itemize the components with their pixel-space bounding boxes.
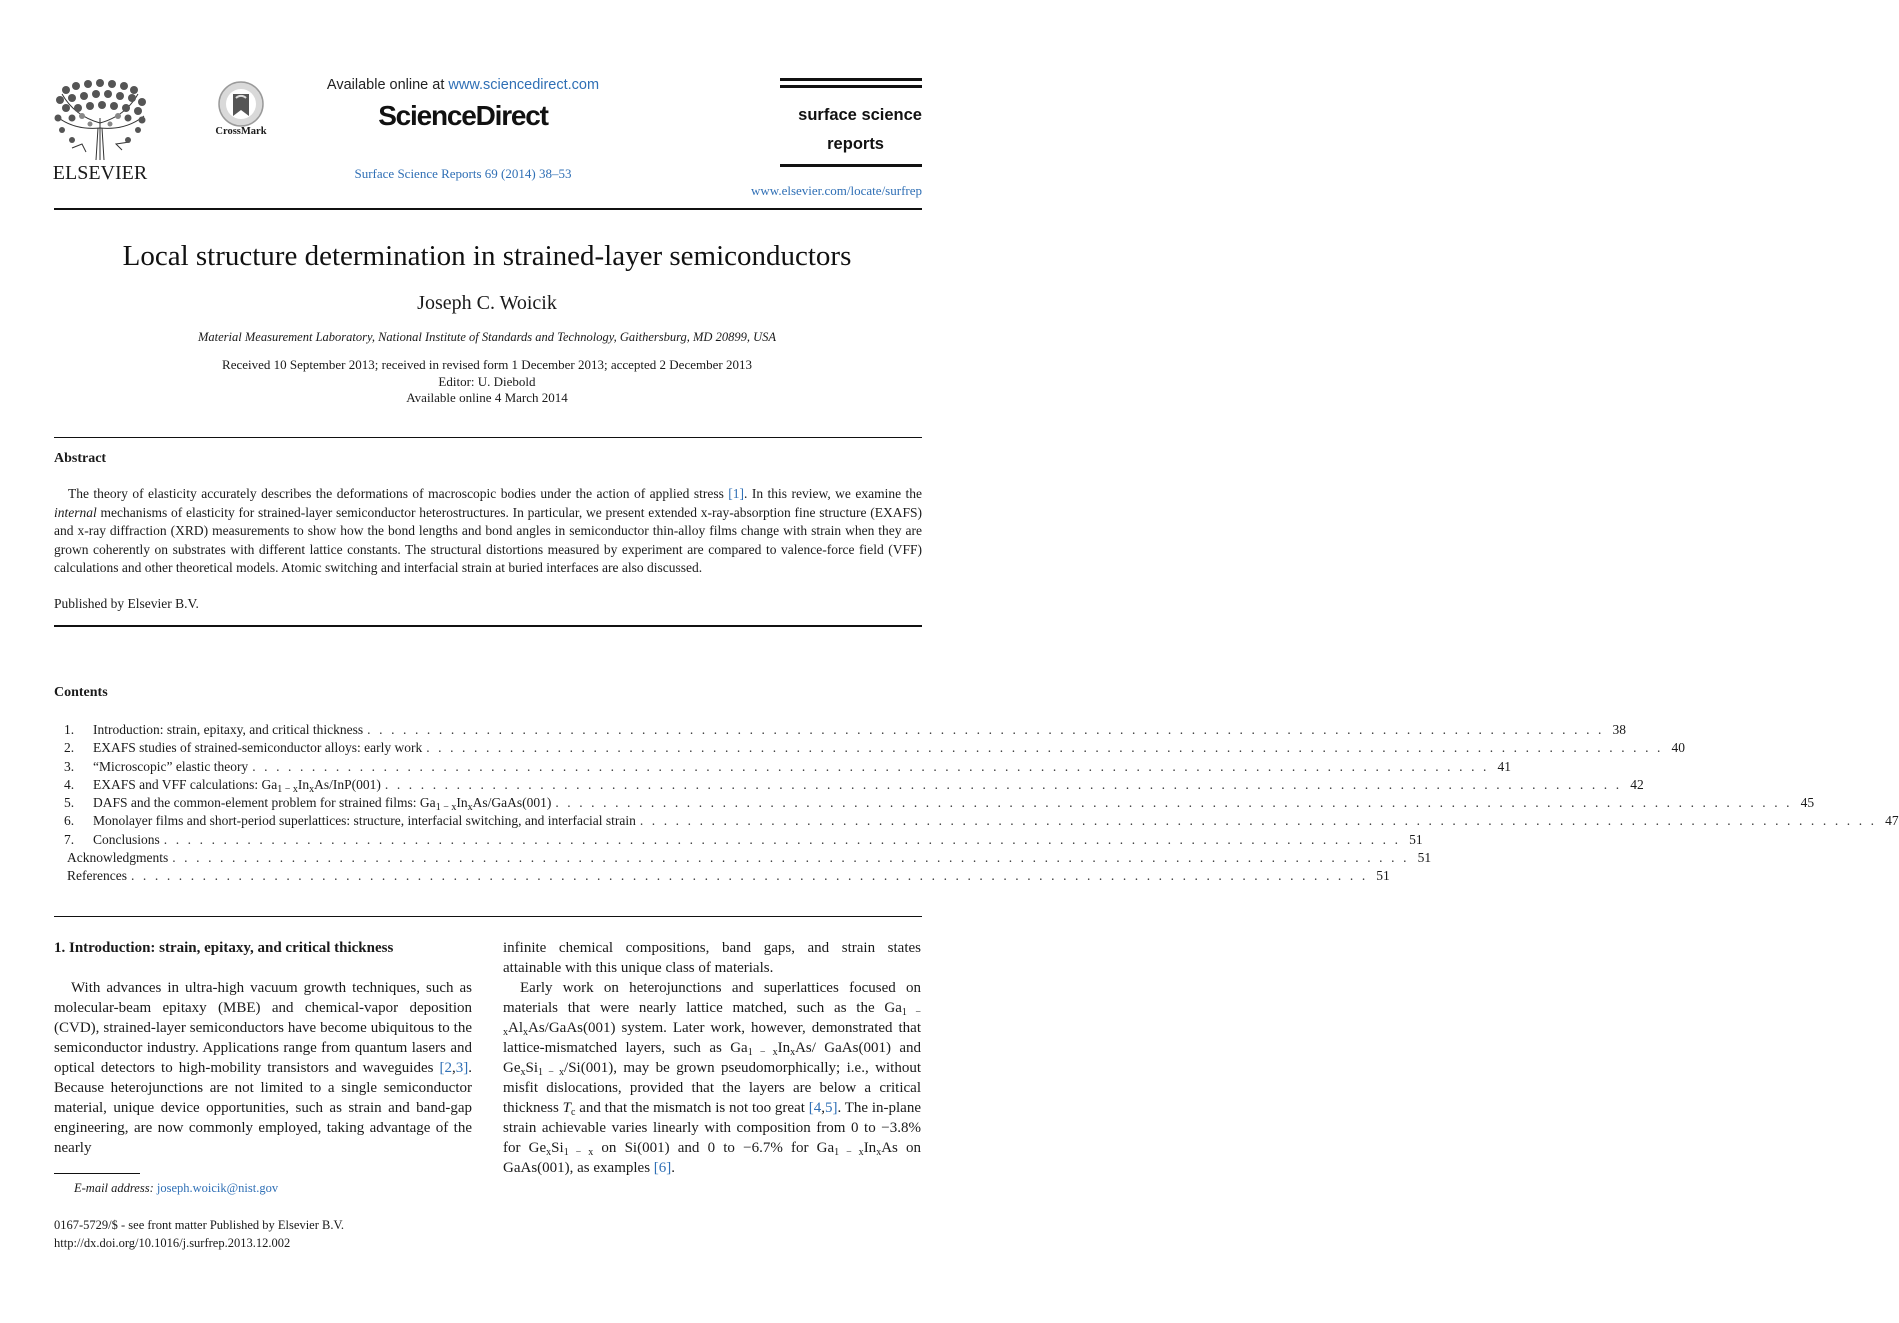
subscript: c: [570, 1107, 576, 1118]
toc-number: 1.: [64, 722, 75, 737]
toc-leader: . . . . . . . . . . . . . . . . . . . . . . . . . . . . . . . . . . . . . . . . . . . . . . . . . . . . . . . . . . . . . . . . . . . . . . . . . . . . . . . . . . . . . . . . . . . . . . . . . . . . . . . .: [384, 776, 1622, 792]
toc-leader: . . . . . . . . . . . . . . . . . . . . . . . . . . . . . . . . . . . . . . . . . . . . . . . . . . . . . . . . . . . . . . . . . . . . . . . . . . . . . . . . . . . . . . . . . . . . . . . . . . . . . . . .: [172, 850, 1410, 866]
header-rule: [54, 208, 922, 210]
received-dates: Received 10 September 2013; received in revised form 1 December 2013; accepted 2 December 2013: [222, 357, 752, 372]
body-text: As on GaAs(001), as examples: [503, 1140, 922, 1176]
body-text: As/ GaAs(001) and Ge: [503, 1040, 921, 1076]
toc-number: 2.: [64, 740, 75, 756]
toc-page: 38: [1612, 722, 1626, 737]
toc-page: 42: [1630, 776, 1644, 792]
platform-name: ScienceDirect: [378, 100, 548, 131]
article-title: Local structure determination in strained-layer semiconductors: [122, 240, 852, 272]
toc-title-part: EXAFS and VFF calculations: Ga: [93, 776, 278, 792]
subscript: x: [790, 1047, 796, 1058]
section-heading: 1. Introduction: strain, epitaxy, and critical thickness: [54, 940, 394, 956]
published-by: Published by Elsevier B.V.: [54, 596, 199, 611]
email-link[interactable]: joseph.woicik@nist.gov: [156, 1181, 279, 1195]
abstract-top-rule: [54, 437, 922, 438]
body-text: and that the mismatch is not too great: [575, 1100, 809, 1116]
toc-title-part: As/GaAs(001): [472, 795, 552, 811]
abstract-emphasis: internal: [54, 504, 97, 520]
editor: Editor: U. Diebold: [438, 373, 536, 389]
toc-leader: . . . . . . . . . . . . . . . . . . . . . . . . . . . . . . . . . . . . . . . . . . . . . . . . . . . . . . . . . . . . . . . . . . . . . . . . . . . . . . . . . . . . . . . . . . . . . . . . . . . . . . . .: [130, 868, 1368, 884]
toc-subscript: 1 − x: [277, 783, 298, 795]
toc-page: 40: [1671, 740, 1686, 756]
abstract-heading: Abstract: [54, 451, 107, 466]
toc-title-part: As/InP(001): [314, 776, 381, 792]
journal-brand: [780, 78, 922, 168]
abstract-text: [54, 485, 922, 578]
toc-entry[interactable]: [54, 813, 1899, 831]
subscript: x: [520, 1067, 526, 1078]
toc-leader: . . . . . . . . . . . . . . . . . . . . . . . . . . . . . . . . . . . . . . . . . . . . . . . . . . . . . . . . . . . . . . . . . . . . . . . . . . . . . . . . . . . . . . . . . . . . . . . . . . . . . . . .: [252, 758, 1490, 774]
journal-top-rule-2: [780, 85, 922, 88]
body-text: In: [777, 1040, 791, 1056]
available-online: [280, 77, 646, 93]
toc-page: 51: [1409, 831, 1423, 847]
body-text: In: [863, 1140, 877, 1156]
body-text: . The in-plane strain achievable varies linearly with composition from 0 to −3.8% for Ge: [503, 1100, 921, 1156]
subscript: x: [876, 1147, 882, 1158]
toc-title: Introduction: strain, epitaxy, and critical thickness: [93, 722, 364, 737]
toc-title: References: [67, 868, 127, 884]
online-date: Available online 4 March 2014: [406, 390, 568, 405]
subscript: 1 − x: [538, 1067, 565, 1078]
toc-subscript: x: [467, 802, 473, 814]
body-text: .: [671, 1160, 676, 1176]
toc-leader: . . . . . . . . . . . . . . . . . . . . . . . . . . . . . . . . . . . . . . . . . . . . . . . . . . . . . . . . . . . . . . . . . . . . . . . . . . . . . . . . . . . . . . . . . . . . . . . . . . . . . . . .: [367, 722, 1604, 737]
email-label: E-mail address:: [74, 1181, 154, 1195]
citation-link[interactable]: 3]: [455, 1060, 469, 1076]
toc-number: 7.: [64, 831, 75, 847]
body-text: . Because heterojunctions are not limited to a single semiconductor material, unique device opportunities, such as strain and band-gap engineering, are now commonly employed, taking advantage of the nearly: [54, 1060, 472, 1156]
toc-number: 3.: [64, 758, 75, 774]
toc-title: “Microscopic” elastic theory: [93, 758, 249, 774]
available-prefix: Available online at: [326, 77, 449, 93]
journal-bottom-rule: [780, 164, 922, 167]
toc-subscript: 1 − x: [435, 802, 457, 814]
abstract-bottom-rule: [54, 625, 922, 627]
toc-page: 51: [1376, 868, 1390, 884]
body-text: Si: [551, 1140, 564, 1156]
author-email: [74, 1181, 278, 1196]
journal-citation[interactable]: Surface Science Reports 69 (2014) 38–53: [354, 166, 572, 181]
body-text: Early work on heterojunctions and superlattices focused on materials that were nearly lattice matched, such as the Ga: [503, 980, 921, 1016]
toc-title: Acknowledgments: [67, 850, 169, 866]
toc-entry[interactable]: [54, 850, 1432, 868]
citation-link[interactable]: [4: [808, 1100, 822, 1116]
toc-entry[interactable]: [54, 722, 1626, 740]
crossmark-badge[interactable]: [208, 80, 274, 142]
toc-entry[interactable]: [54, 868, 1390, 886]
author-name[interactable]: Joseph C. Woicik: [417, 292, 557, 314]
body-text: As/GaAs(001) system. Later work, however, demonstrated that lattice-mismatched layers, such as Ga: [503, 1020, 921, 1056]
toc-leader: . . . . . . . . . . . . . . . . . . . . . . . . . . . . . . . . . . . . . . . . . . . . . . . . . . . . . . . . . . . . . . . . . . . . . . . . . . . . . . . . . . . . . . . . . . . . . . . . . . . . . . . .: [163, 831, 1401, 847]
toc-number: 4.: [64, 776, 75, 792]
subscript: x: [546, 1147, 552, 1158]
sciencedirect-link[interactable]: www.sciencedirect.com: [448, 77, 600, 93]
toc-page: 47: [1885, 813, 1899, 829]
toc-subscript: x: [309, 783, 315, 795]
body-column-left: [54, 938, 472, 1158]
author-affiliation: Material Measurement Laboratory, National Institute of Standards and Technology, Gaithersburg, MD 20899, USA: [198, 330, 776, 344]
doi-link[interactable]: http://dx.doi.org/10.1016/j.surfrep.2013.12.002: [54, 1236, 291, 1250]
journal-name-line1: surface science: [798, 106, 922, 124]
citation-link[interactable]: 5]: [824, 1100, 838, 1116]
toc-title: [93, 777, 381, 793]
toc-leader: . . . . . . . . . . . . . . . . . . . . . . . . . . . . . . . . . . . . . . . . . . . . . . . . . . . . . . . . . . . . . . . . . . . . . . . . . . . . . . . . . . . . . . . . . . . . . . . . . . . . . . . .: [426, 740, 1664, 756]
toc-title: Conclusions: [93, 831, 160, 847]
body-column-right: [503, 938, 921, 1178]
crossmark-label: CrossMark: [215, 126, 267, 137]
toc-title-part: In: [297, 776, 310, 792]
toc-entry[interactable]: [54, 740, 1686, 758]
toc-entry[interactable]: [54, 758, 1512, 777]
toc-leader: . . . . . . . . . . . . . . . . . . . . . . . . . . . . . . . . . . . . . . . . . . . . . . . . . . . . . . . . . . . . . . . . . . . . . . . . . . . . . . . . . . . . . . . . . . . . . . . . . . . . . . . .: [639, 813, 1877, 829]
body-paragraph: infinite chemical compositions, band gaps, and strain states attainable with this unique class of materials.: [503, 940, 921, 976]
toc-number: 6.: [64, 813, 75, 829]
toc-entry[interactable]: [54, 776, 1644, 795]
toc-title-part: In: [456, 795, 468, 811]
subscript: 1 − x: [503, 1007, 921, 1038]
toc-number: 5.: [64, 795, 75, 811]
crossmark-icon: [217, 80, 265, 128]
toc-title: [93, 795, 552, 814]
subscript: x: [523, 1027, 528, 1038]
journal-name-line2: reports: [827, 135, 884, 153]
footnote-rule: [54, 1173, 140, 1174]
elsevier-logo: [52, 78, 148, 186]
toc-title: EXAFS studies of strained-semiconductor alloys: early work: [93, 740, 423, 756]
body-paragraph: [503, 978, 921, 1178]
journal-top-rule: [780, 78, 922, 81]
body-text: /Si(001), may be grown pseudomorphically; i.e., without misfit dislocations, provided that the layers are below a critical thickness: [503, 1060, 921, 1116]
abstract-part-3: mechanisms of elasticity for strained-layer semiconductor heterostructures. In particular, we present extended x-ray-absorption fine structure (EXAFS) and x-ray diffraction (XRD) measurements to show how the bond lengths and bond angles in semiconductor thin-alloy films change with strain when they are grown coherently on substrates with different lattice constants. The structural distortions measured by experiment are compared to valence-force field (VFF) calculations and other theoretical models. Atomic switching and interfacial strain at buried interfaces are also discussed.: [54, 504, 922, 575]
body-text: ,: [452, 1060, 456, 1076]
toc-page: 45: [1800, 795, 1815, 811]
subscript: 1 − x: [747, 1047, 778, 1058]
toc-page: 51: [1417, 850, 1432, 866]
contents-bottom-rule: [54, 916, 922, 917]
citation-link[interactable]: [2: [439, 1060, 452, 1076]
toc-entry[interactable]: [54, 795, 1815, 814]
article-history: [40, 357, 934, 407]
table-of-contents: [54, 722, 1899, 887]
citation-link[interactable]: [6]: [653, 1160, 672, 1176]
toc-title: Monolayer films and short-period superlattices: structure, interfacial switching, and interfacial strain: [93, 813, 636, 829]
elsevier-tree-icon: [52, 78, 148, 162]
body-text: ,: [821, 1100, 825, 1116]
subscript: 1 − x: [834, 1147, 864, 1158]
body-text: Al: [508, 1020, 523, 1036]
abstract-part-2: . In this review, we examine the: [744, 486, 922, 501]
body-paragraph: [54, 978, 472, 1158]
contents-heading: Contents: [54, 685, 108, 700]
critical-thickness-symbol: T: [562, 1100, 571, 1116]
body-text: With advances in ultra-high vacuum growth techniques, such as molecular-beam epitaxy (MBE) and chemical-vapor deposition (CVD), strained-layer semiconductors have become ubiquitous to the semiconductor industry. Applications range from quantum lasers and optical detectors to high-mobility transistors and waveguides: [54, 980, 472, 1076]
toc-page: 41: [1497, 758, 1512, 774]
abstract-part-1: The theory of elasticity accurately describes the deformations of macroscopic bodies under the action of applied stress: [68, 486, 729, 501]
body-text: Si: [525, 1060, 539, 1076]
subscript: 1 − x: [563, 1147, 594, 1158]
issn-doi-block: [54, 1216, 344, 1252]
toc-title-part: DAFS and the common-element problem for strained films: Ga: [93, 795, 436, 811]
toc-entry[interactable]: [54, 831, 1423, 850]
publisher-logo-text: ELSEVIER: [52, 162, 148, 184]
issn-line: 0167-5729/$ - see front matter Published by Elsevier B.V.: [54, 1218, 345, 1232]
toc-leader: . . . . . . . . . . . . . . . . . . . . . . . . . . . . . . . . . . . . . . . . . . . . . . . . . . . . . . . . . . . . . . . . . . . . . . . . . . . . . . . . . . . . . . . . . . . . . . . . . . . . . . . .: [555, 795, 1793, 811]
journal-url-link[interactable]: www.elsevier.com/locate/surfrep: [751, 183, 922, 198]
body-text: on Si(001) and 0 to −6.7% for Ga: [593, 1140, 835, 1156]
citation-link[interactable]: [1]: [728, 486, 745, 501]
